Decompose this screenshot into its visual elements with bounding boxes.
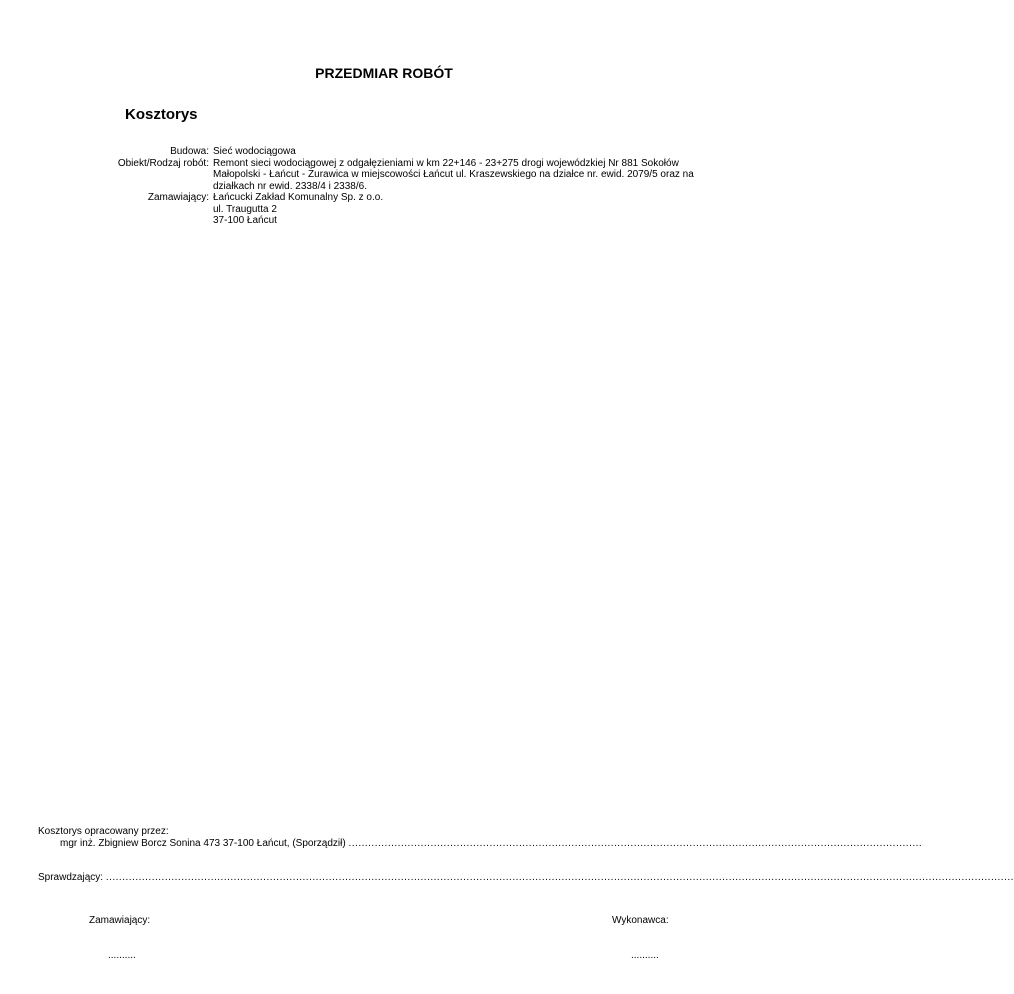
obiekt-row — [0, 158, 743, 193]
zamawiajacy-value-line: ul. Traugutta 2 — [213, 203, 277, 215]
prepared-by-line — [60, 838, 923, 849]
document-title: PRZEDMIAR ROBÓT — [315, 65, 453, 81]
prepared-by-label: Kosztorys opracowany przez: — [38, 826, 169, 837]
obiekt-value-line: Remont sieci wodociągowej z odgałęzieniami w km 22+146 - 23+275 drogi wojewódzkiej Nr 881 Sokołów — [213, 157, 679, 169]
zamawiajacy-value-line: Łańcucki Zakład Komunalny Sp. z o.o. — [213, 192, 384, 203]
client-signature-label: Zamawiający: — [89, 915, 151, 926]
client-signature-dots: .......... — [108, 950, 136, 961]
zamawiajacy-value-line: 37-100 Łańcut — [213, 215, 277, 226]
obiekt-value-line: Małopolski - Łańcut - Żurawica w miejscowości Łańcut ul. Kraszewskiego na działce nr. ewid. 2079/5 oraz na — [213, 169, 694, 180]
zamawiajacy-row — [0, 192, 743, 227]
zamawiajacy-value — [213, 192, 743, 227]
metadata-block — [0, 146, 743, 227]
contractor-signature-dots: .......... — [631, 950, 659, 961]
checked-by-label: Sprawdzający: — [38, 872, 104, 883]
dotted-fill: ..................................................................................................................................................................................................................................................................................... — [105, 872, 1014, 883]
obiekt-label: Obiekt/Rodzaj robót: — [117, 157, 209, 169]
checked-by-line — [38, 872, 1014, 883]
document-subtitle: Kosztorys — [125, 106, 198, 123]
prepared-by-value: mgr inż. Zbigniew Borcz Sonina 473 37-100 Łańcut, (Sporządził) — [60, 838, 346, 849]
contractor-signature-label: Wykonawca: — [612, 915, 669, 926]
budowa-row — [0, 146, 743, 158]
budowa-value — [213, 146, 743, 158]
dotted-fill: ............................................................................................................................................................................... — [348, 838, 923, 849]
obiekt-value — [213, 158, 743, 193]
obiekt-value-line: działkach nr ewid. 2338/4 i 2338/6. — [213, 180, 367, 192]
zamawiajacy-label: Zamawiający: — [147, 192, 209, 203]
budowa-label: Budowa: — [170, 146, 209, 157]
budowa-value-line: Sieć wodociągowa — [213, 146, 296, 157]
